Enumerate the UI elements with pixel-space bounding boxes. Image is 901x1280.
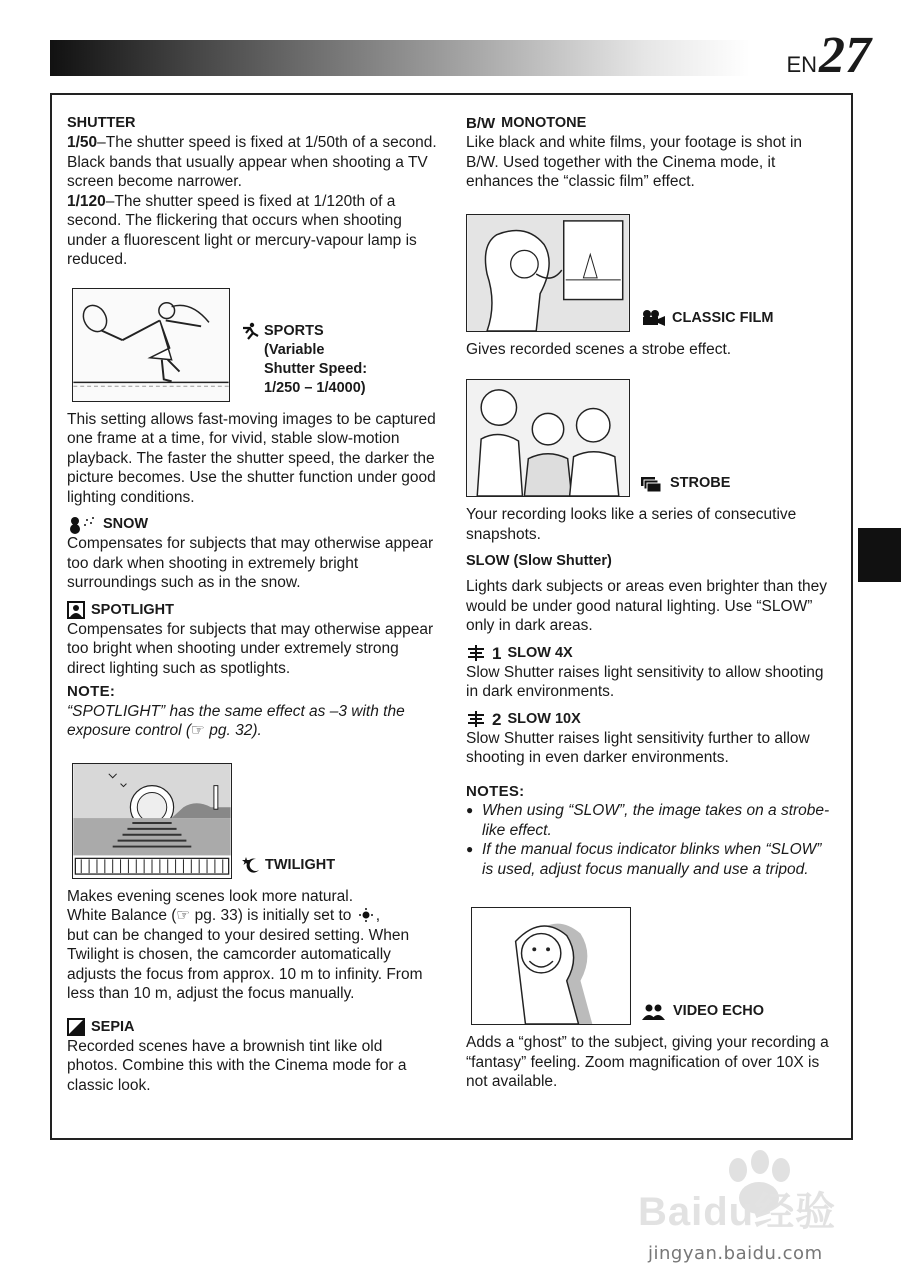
slow4-text: Slow Shutter raises light sensitivity to allow shooting in dark environments. [466, 663, 824, 700]
double-figure-icon [641, 1004, 667, 1020]
watermark-logo-text: Baidu经验 [638, 1190, 837, 1234]
note-item: ● When using “SLOW”, the image takes on a strobe-like effect. [466, 801, 836, 840]
strobe-figure-row [466, 379, 836, 497]
slow4-heading: 1 SLOW 4X [466, 644, 836, 663]
sports-text: This setting allows fast-moving images to be captured one frame at a time, for vivid, stable slow-motion playback. The faster the shutter speed, the darker the picture becomes. Use the shutter function under good lighting conditions. [67, 410, 436, 506]
sepia-square-icon [67, 1018, 85, 1036]
slow10-text: Slow Shutter raises light sensitivity further to allow shooting in even darker environments. [466, 729, 810, 766]
twilight-illustration [72, 763, 232, 879]
slow-heading: SLOW (Slow Shutter) [466, 553, 612, 569]
slow10-heading: 2 SLOW 10X [466, 710, 836, 729]
classic-film-text: Gives recorded scenes a strobe effect. [466, 340, 732, 358]
running-figure-icon [240, 322, 260, 340]
bw-icon: B/W [466, 115, 496, 132]
snow-heading: SNOW [67, 515, 437, 534]
page-lang: EN [786, 52, 817, 77]
page-num: 27 [819, 27, 871, 84]
sepia-heading: SEPIA [67, 1018, 437, 1037]
classic-figure-row [466, 214, 836, 332]
slow-text: Lights dark subjects or areas even brighter than they would be under good natural lighting. Use “SLOW” only in dark areas. [466, 578, 828, 634]
spotlight-text: Compensates for subjects that may otherwise appear too bright when shooting under extremely strong direct lighting such as spotlights. [67, 620, 434, 677]
note-heading: NOTE: [67, 683, 116, 700]
notes-heading: NOTES: [466, 782, 525, 800]
shutter-option-2: 1/120–The shutter speed is fixed at 1/120th of a second. The flickering that occurs when shooting under a fluorescent light or mercury-vapour lamp is reduced. [67, 192, 417, 268]
classic-film-illustration [466, 214, 630, 332]
twilight-caption: TWILIGHT [242, 856, 335, 879]
page-number [786, 27, 871, 84]
note-text: “SPOTLIGHT” has the same effect as –3 with the exposure control (☞ pg. 32). [67, 702, 405, 739]
classic-film-caption: CLASSIC FILM [640, 309, 774, 332]
section-thumb-tab [858, 528, 901, 582]
right-column [466, 114, 836, 1092]
spotlight-icon [67, 601, 85, 619]
sports-figure-row [67, 288, 437, 402]
monotone-text: Like black and white films, your footage is shot in B/W. Used together with the Cinema mode, it enhances the “classic film” effect. [466, 134, 803, 190]
watermark-url: jingyan.baidu.com [648, 1243, 823, 1264]
strobe-illustration [466, 379, 630, 497]
sepia-text: Recorded scenes have a brownish tint like old photos. Combine this with the Cinema mode for a classic look. [67, 1037, 407, 1094]
stacked-frames-icon [640, 476, 664, 492]
strobe-text: Your recording looks like a series of consecutive snapshots. [466, 506, 797, 543]
film-camera-icon [640, 309, 666, 327]
shutter-option-1: 1/50–The shutter speed is fixed at 1/50th of a second. Black bands that usually appear when shooting a TV screen become narrower. [67, 134, 437, 190]
notes-list [466, 801, 836, 879]
video-echo-text: Adds a “ghost” to the subject, giving your recording a “fantasy” feeling. Zoom magnification of over 10X is not available. [466, 1034, 829, 1090]
snow-text: Compensates for subjects that may otherwise appear too dark when shooting in extremely bright surroundings such as in the snow. [67, 535, 434, 591]
sun-icon [358, 908, 374, 922]
moon-star-icon [242, 856, 262, 874]
video-echo-caption: VIDEO ECHO [641, 1002, 764, 1025]
video-echo-illustration [471, 907, 631, 1025]
sports-caption: SPORTS (Variable Shutter Speed: 1/250 – 1/4000) [240, 322, 367, 402]
left-column [67, 114, 437, 1095]
twilight-text-3: but can be changed to your desired setting. When Twilight is chosen, the camcorder automatically adjusts the focus from approx. 10 m to infinity. From less than 10 m, adjust the focus manually. [67, 926, 423, 1002]
twilight-text-1: Makes evening scenes look more natural. [67, 887, 354, 905]
header-gradient-bar [50, 40, 750, 76]
note-item: ● If the manual focus indicator blinks when “SLOW” is used, adjust focus manually and use a tripod. [466, 840, 836, 879]
slow-shutter-icon [466, 644, 486, 662]
sports-illustration [72, 288, 230, 402]
twilight-figure-row [67, 763, 437, 879]
shutter-heading: SHUTTER [67, 115, 136, 131]
monotone-heading: B/W MONOTONE [466, 115, 587, 132]
echo-figure-row [466, 907, 836, 1025]
twilight-text-2: White Balance (☞ pg. 33) is initially set to , [67, 907, 381, 924]
spotlight-heading: SPOTLIGHT [67, 601, 437, 620]
snowman-icon [67, 516, 97, 534]
strobe-caption: STROBE [640, 474, 730, 497]
slow-shutter-icon [466, 710, 486, 728]
